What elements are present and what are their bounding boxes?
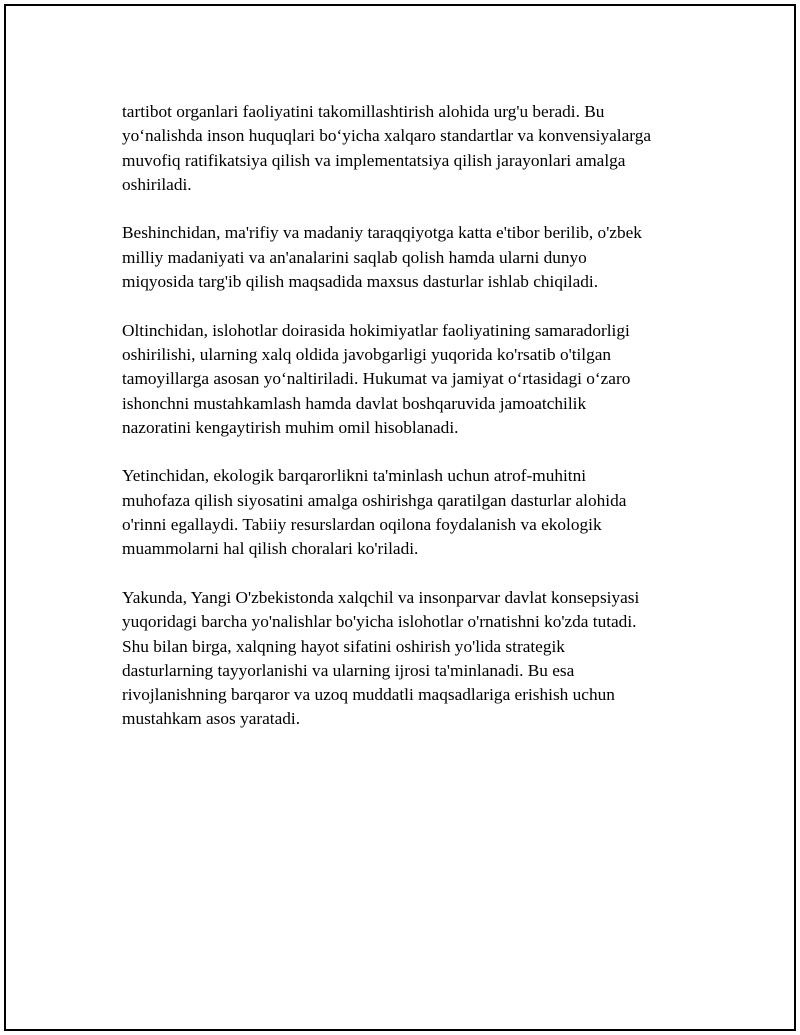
text-line: tartibot organlari faoliyatini takomillashtirish alohida urg'u beradi. Bu bbox=[122, 102, 605, 121]
text-line: oshiriladi. bbox=[122, 174, 192, 194]
text-line: muammolarni hal qilish choralari ko'riladi. bbox=[122, 539, 419, 559]
text-line: tamoyillarga asosan yo‘naltiriladi. Hukumat va jamiyat o‘rtasidagi o‘zaro bbox=[122, 369, 631, 389]
text-line: Shu bilan birga, xalqning hayot sifatini oshirish yo'lida strategik bbox=[122, 636, 565, 656]
text-line: ishonchni mustahkamlash hamda davlat boshqaruvida jamoatchilik bbox=[122, 393, 587, 413]
text-line: milliy madaniyati va an'analarini saqlab qolish hamda ularni dunyo bbox=[122, 247, 587, 267]
paragraph-3 bbox=[122, 319, 702, 440]
text-line: oshirilishi, ularning xalq oldida javobgarligi yuqorida ko'rsatib o'tilgan bbox=[122, 344, 612, 364]
text-line: o'rinni egallaydi. Tabiiy resurslardan oqilona foydalanish va ekologik bbox=[122, 515, 602, 535]
text-line: miqyosida targ'ib qilish maqsadida maxsus dasturlar ishlab chiqiladi. bbox=[122, 272, 599, 292]
text-line: yo‘nalishda inson huquqlari bo‘yicha xalqaro standartlar va konvensiyalarga bbox=[122, 126, 652, 146]
text-line: Yetinchidan, ekologik barqarorlikni ta'minlash uchun atrof-muhitni bbox=[122, 466, 587, 486]
document-body bbox=[122, 100, 702, 756]
text-line: muvofiq ratifikatsiya qilish va implementatsiya qilish jarayonlari amalga bbox=[122, 150, 626, 170]
text-line: Beshinchidan, ma'rifiy va madaniy taraqqiyotga katta e'tibor berilib, o'zbek bbox=[122, 223, 642, 243]
text-line: Oltinchidan, islohotlar doirasida hokimiyatlar faoliyatining samaradorligi bbox=[122, 320, 630, 340]
text-line: yuqoridagi barcha yo'nalishlar bo'yicha islohotlar o'rnatishni ko'zda tutadi. bbox=[122, 612, 637, 632]
paragraph-1 bbox=[122, 100, 702, 197]
paragraph-5 bbox=[122, 586, 702, 732]
paragraph-2 bbox=[122, 221, 702, 294]
paragraph-4 bbox=[122, 464, 702, 561]
text-line: nazoratini kengaytirish muhim omil hisoblanadi. bbox=[122, 417, 459, 437]
text-line: mustahkam asos yaratadi. bbox=[122, 709, 301, 729]
text-line: rivojlanishning barqaror va uzoq muddatli maqsadlariga erishish uchun bbox=[122, 685, 615, 705]
text-line: Yakunda, Yangi O'zbekistonda xalqchil va insonparvar davlat konsepsiyasi bbox=[122, 587, 640, 607]
text-line: dasturlarning tayyorlanishi va ularning ijrosi ta'minlanadi. Bu esa bbox=[122, 660, 575, 680]
text-line: muhofaza qilish siyosatini amalga oshirishga qaratilgan dasturlar alohida bbox=[122, 490, 627, 510]
page-frame bbox=[4, 4, 796, 1031]
